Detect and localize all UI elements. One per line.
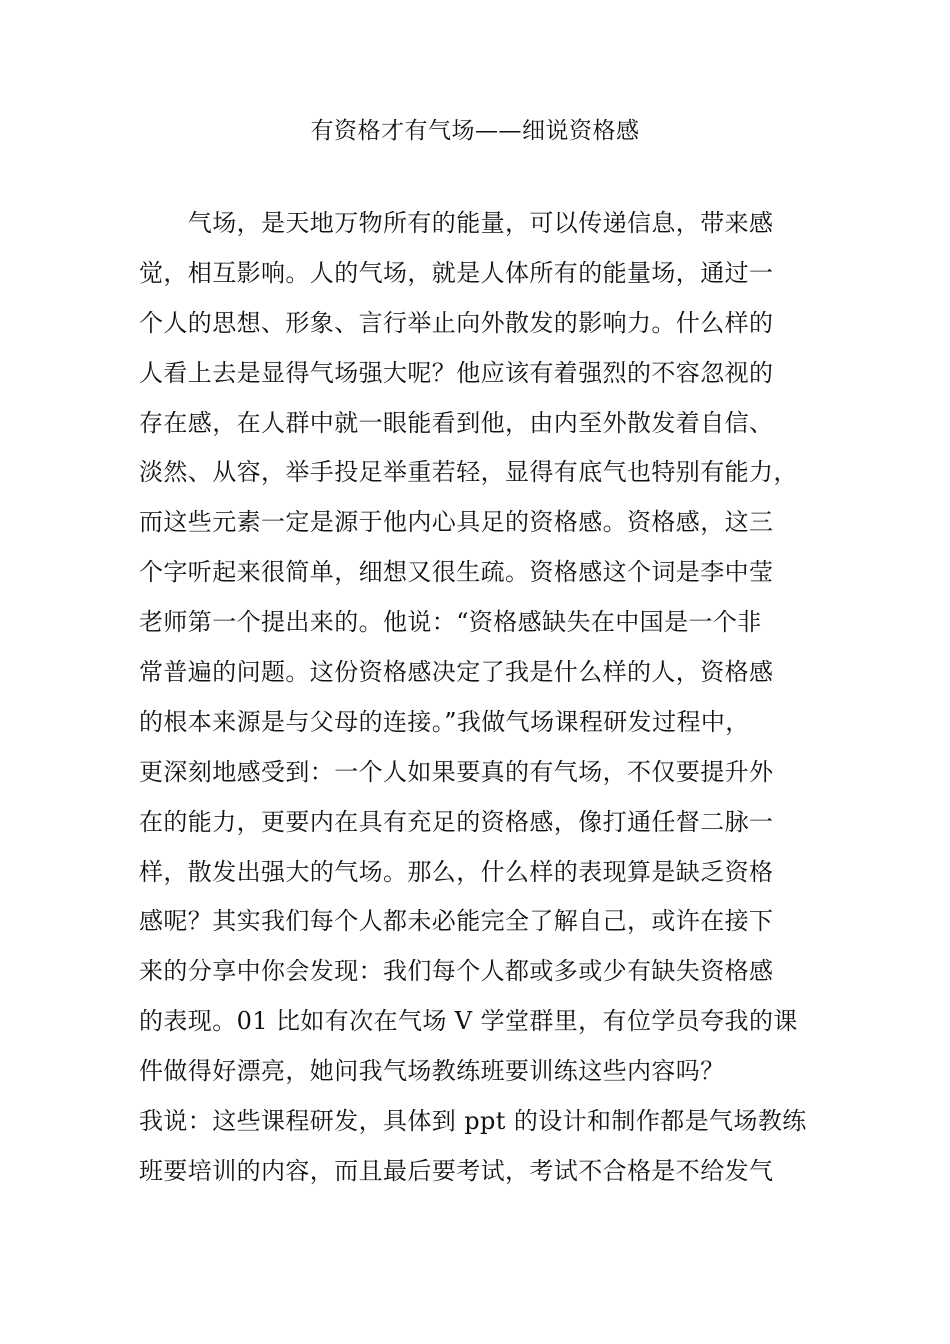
body-line: 更深刻地感受到：一个人如果要真的有气场，不仅要提升外 [139,757,774,786]
body-line: 件做得好漂亮，她问我气场教练班要训练这些内容吗？ [139,1057,725,1086]
document-title: 有资格才有气场——细说资格感 [310,118,640,144]
body-line: 感呢？其实我们每个人都未必能完全了解自己，或许在接下 [139,907,774,936]
body-line: 个人的思想、形象、言行举止向外散发的影响力。什么样的 [139,308,774,337]
body-line: 老师第一个提出来的。他说：“资格感缺失在中国是一个非 [139,608,762,637]
body-line: 的根本来源是与父母的连接。”我做气场课程研发过程中， [139,707,750,736]
body-line: 个字听起来很简单，细想又很生疏。资格感这个词是李中莹 [139,558,774,587]
body-line: 觉，相互影响。人的气场，就是人体所有的能量场，通过一 [139,258,774,287]
body-line: 我说：这些课程研发，具体到 ppt 的设计和制作都是气场教练 [139,1107,807,1136]
body-line: 的表现。01 比如有次在气场 V 学堂群里，有位学员夸我的课 [139,1007,798,1036]
body-line: 淡然、从容，举手投足举重若轻，显得有底气也特别有能力， [139,458,798,487]
body-line: 班要培训的内容，而且最后要考试，考试不合格是不给发气 [139,1156,774,1185]
body-line: 样，散发出强大的气场。那么，什么样的表现算是缺乏资格 [139,857,774,886]
body-line: 气场，是天地万物所有的能量，可以传递信息，带来感 [139,209,774,237]
body-line: 来的分享中你会发现：我们每个人都或多或少有缺失资格感 [139,957,774,986]
body-line: 人看上去是显得气场强大呢？他应该有着强烈的不容忽视的 [139,358,774,387]
body-line: 在的能力，更要内在具有充足的资格感，像打通任督二脉一 [139,807,774,836]
body-line: 而这些元素一定是源于他内心具足的资格感。资格感，这三 [139,508,774,537]
body-line: 存在感，在人群中就一眼能看到他，由内至外散发着自信、 [139,408,774,437]
body-line: 常普遍的问题。这份资格感决定了我是什么样的人，资格感 [139,658,774,687]
document-body [139,203,839,1201]
